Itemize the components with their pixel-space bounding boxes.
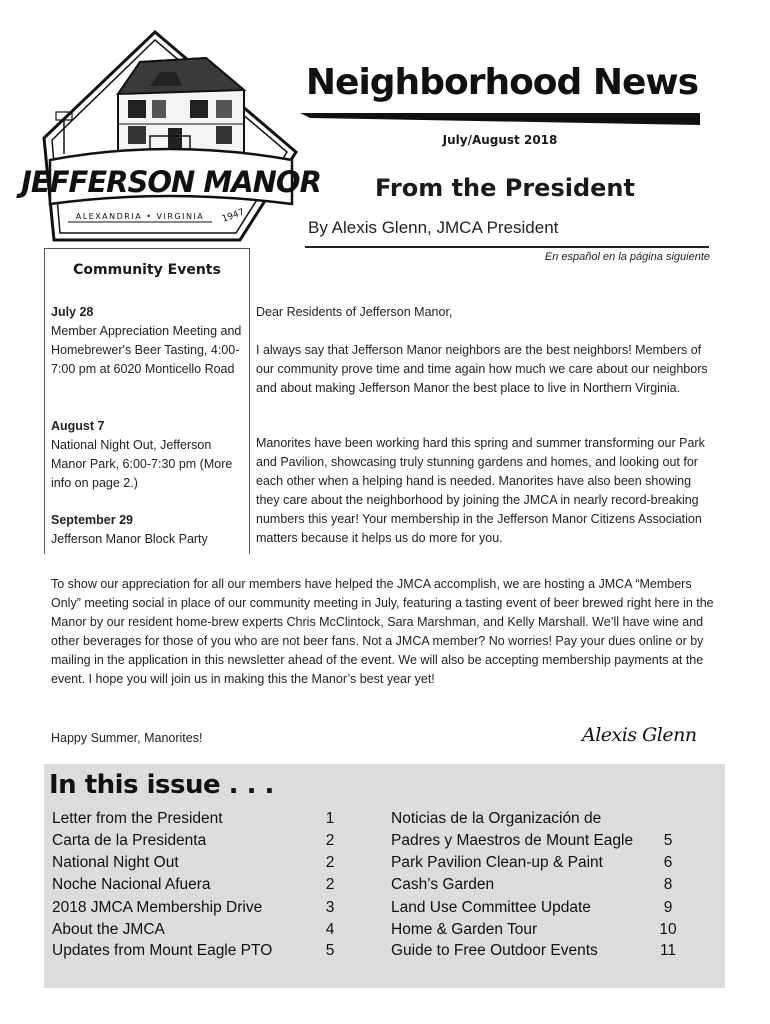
- toc-title: National Night Out: [52, 854, 179, 871]
- event-item: [51, 417, 247, 493]
- toc-title: Guide to Free Outdoor Events: [391, 942, 598, 959]
- toc-title: 2018 JMCA Membership Drive: [52, 899, 263, 916]
- event-date: September 29: [51, 513, 133, 527]
- toc-item[interactable]: [391, 852, 691, 874]
- toc-item[interactable]: [52, 919, 352, 941]
- toc-page: 9: [663, 899, 673, 916]
- toc-item[interactable]: [391, 940, 691, 962]
- toc-title: Carta de la Presidenta: [52, 832, 207, 849]
- signature: Alexis Glenn: [582, 724, 697, 746]
- letter-paragraph: Manorites have been working hard this spring and summer transforming our Park and Pavilion, showcasing truly stunning gardens and homes, and looking out for each other when a helping hand is needed. Manorites have also been showing they care about the neighborhood by joining the JMCA in nearly record-breaking numbers this year! Your membership in the Jefferson Manor Citizens Association matters because it helps us do more for you.: [256, 436, 705, 545]
- section-title: From the President: [375, 174, 635, 202]
- toc-page: 4: [325, 921, 335, 938]
- toc-title: Land Use Committee Update: [391, 899, 591, 916]
- toc-page: 3: [325, 899, 335, 916]
- event-description: Member Appreciation Meeting and Homebrewer's Beer Tasting, 4:00-7:00 pm at 6020 Monticello Road: [51, 324, 242, 376]
- byline: By Alexis Glenn, JMCA President: [308, 218, 559, 237]
- letter-paragraph: I always say that Jefferson Manor neighbors are the best neighbors! Members of our community prove time and time again how much we care about our neighbors and about making Jefferson Manor the best place to live in Northern Virginia.: [256, 343, 708, 395]
- toc-title: Noticias de la Organización de: [391, 810, 602, 827]
- toc-item[interactable]: [52, 874, 352, 896]
- toc-page: 1: [325, 810, 335, 827]
- toc-page: 8: [663, 876, 673, 893]
- toc-title: Park Pavilion Clean-up & Paint: [391, 854, 603, 871]
- toc-item[interactable]: [391, 897, 691, 919]
- jefferson-manor-logo: [21, 28, 321, 260]
- toc-page: 11: [659, 942, 677, 959]
- toc-title: Padres y Maestros de Mount Eagle: [391, 832, 634, 849]
- toc-page: 6: [663, 854, 673, 871]
- toc-item[interactable]: [52, 940, 352, 962]
- letter-salutation: Dear Residents of Jefferson Manor,: [256, 305, 453, 319]
- newsletter-title: Neighborhood News: [305, 62, 699, 103]
- letter-paragraph: To show our appreciation for all our members have helped the JMCA accomplish, we are hosting a JMCA “Members Only” meeting social in place of our community meeting in July, featuring a tasting event of beer brewed right here in the Manor by our resident home-brew experts Chris McClintock, Sara Marshman, and Kelly Marshall. We’ll have wine and other beverages for those of you who are not beer fans. Not a JMCA member? No worries! Pay your dues online or by mailing in the application in this newsletter ahead of the event. We will also be accepting membership payments at the event. I hope you will join us in making this the Manor’s best year yet!: [51, 577, 714, 686]
- toc-item[interactable]: [52, 830, 352, 852]
- event-date: August 7: [51, 419, 105, 433]
- toc-item[interactable]: [391, 919, 691, 941]
- toc-item[interactable]: [52, 897, 352, 919]
- byline-rule: [305, 246, 709, 248]
- toc-page: 2: [325, 832, 335, 849]
- community-events-heading: Community Events: [73, 262, 221, 278]
- toc-title: Cash’s Garden: [391, 876, 495, 893]
- in-this-issue-heading: In this issue . . .: [49, 770, 274, 800]
- event-item: [51, 303, 247, 379]
- masthead-rule: [300, 112, 700, 126]
- letter-closing: Happy Summer, Manorites!: [51, 731, 203, 745]
- toc-item[interactable]: [391, 808, 691, 830]
- toc-page: 5: [325, 942, 335, 959]
- issue-date: July/August 2018: [442, 133, 558, 147]
- toc-page: 2: [325, 876, 335, 893]
- toc-page: 2: [325, 854, 335, 871]
- logo-year: 1947: [220, 207, 246, 225]
- event-item: [51, 511, 247, 549]
- toc-title: Home & Garden Tour: [391, 921, 538, 938]
- event-description: Jefferson Manor Block Party: [51, 532, 208, 546]
- toc-page: 5: [663, 832, 673, 849]
- toc-page: 10: [659, 921, 677, 938]
- logo-name: JEFFERSON MANOR: [21, 165, 321, 199]
- event-date: July 28: [51, 305, 94, 319]
- toc-item[interactable]: [391, 874, 691, 896]
- toc-title: Letter from the President: [52, 810, 223, 827]
- toc-title: Noche Nacional Afuera: [52, 876, 211, 893]
- toc-item[interactable]: [391, 830, 691, 852]
- toc-title: About the JMCA: [52, 921, 165, 938]
- toc-item[interactable]: [52, 852, 352, 874]
- spanish-note: En español en la página siguiente: [544, 251, 710, 263]
- toc-item[interactable]: [52, 808, 352, 830]
- event-description: National Night Out, Jefferson Manor Park, 6:00-7:30 pm (More info on page 2.): [51, 438, 233, 490]
- toc-title: Updates from Mount Eagle PTO: [52, 942, 273, 959]
- logo-location: ALEXANDRIA • VIRGINIA: [75, 212, 205, 221]
- community-events-box: [44, 248, 250, 554]
